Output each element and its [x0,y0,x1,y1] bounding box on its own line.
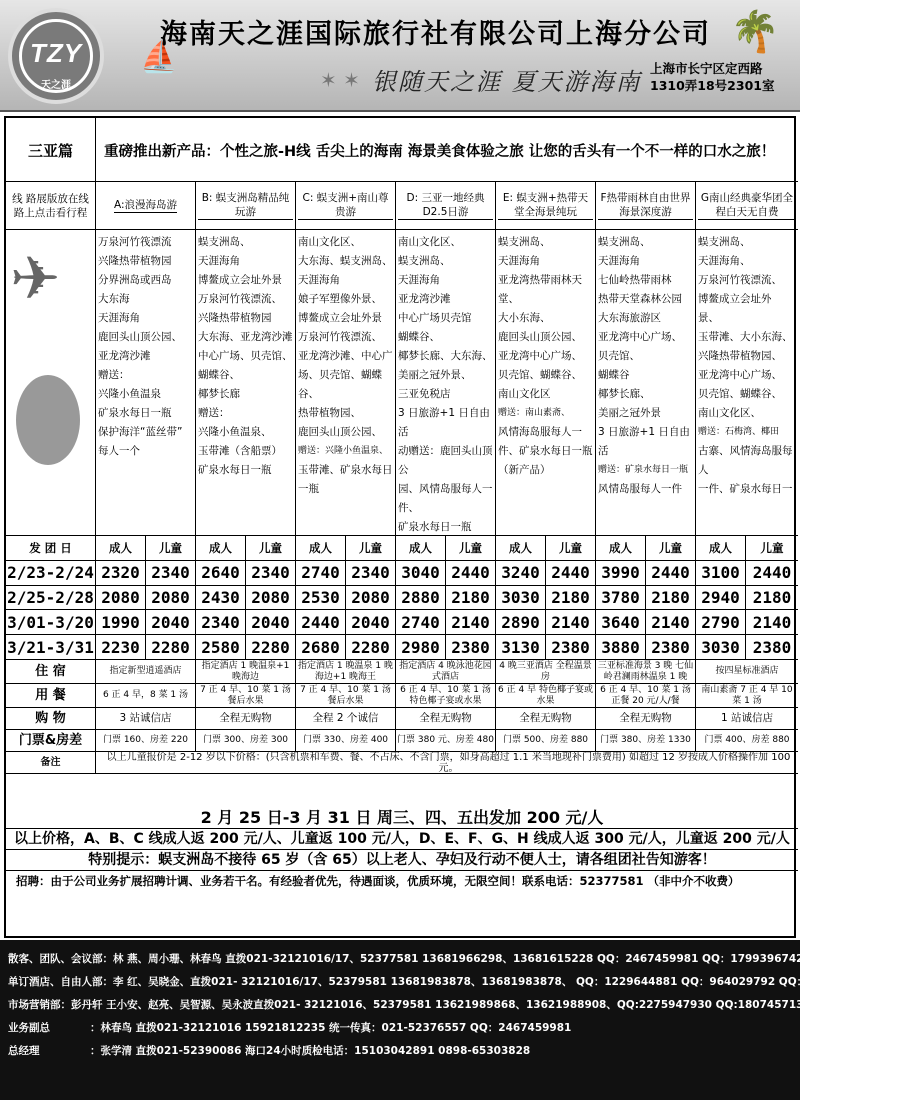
itinerary-item: 兴隆热带植物园、 [698,350,782,362]
adult-header: 成人 [496,536,546,560]
starfish-icon: ✶ ✶ [320,68,360,92]
price-cell: 3990 [596,561,646,585]
price-cell: 2140 [646,610,696,634]
price-cell: 2340 [196,610,246,634]
footer-contact-row [8,1040,792,1063]
child-header: 儿童 [646,536,696,560]
itinerary-item: 鹿回头山顶公园、 [498,331,582,343]
airplane-icon: ✈ [10,244,61,314]
itinerary-item: 赠送：兴隆小鱼温泉、 [298,446,389,456]
itinerary-item: 蜈支洲岛、 [598,236,651,248]
itinerary-item: 美丽之冠外景、 [398,369,472,381]
child-header: 儿童 [546,536,596,560]
itinerary-item: 天涯海角 [398,274,440,286]
itinerary-item: 大东海、亚龙湾沙滩 [198,331,293,343]
recruit-note: 招聘：由于公司业务扩展招聘计调、业务若干名。有经验者优先，待遇面谈，优质环境，无限空间！联系电话：52377581 （非中介不收费） [16,874,740,888]
itinerary-item: 场、贝壳馆、蝴蝶谷、 [298,369,382,400]
price-cell: 2380 [752,638,792,658]
itinerary-item: 景、 [698,312,719,324]
company-name: 海南天之涯国际旅行社有限公司上海分公司 [160,19,711,50]
date-header: 发 团 日 [6,536,96,560]
price-cell: 2940 [696,586,746,610]
itinerary-item: 园、风情岛服每人一件、 [398,483,493,514]
price-cell: 2040 [246,610,296,634]
info-cell: 门票 400、房差 880 [704,735,790,745]
route-link-d[interactable]: D: 三亚一地经典D2.5日游 [396,182,496,229]
itinerary-item: 椰梦长廊 [198,388,240,400]
price-cell: 2440 [646,561,696,585]
itinerary-item: 天涯海角 [98,312,140,324]
itinerary-item: 娘子军塑像外景、 [298,293,382,305]
price-cell: 2440 [546,561,596,585]
price-cell: 2320 [96,561,146,585]
price-cell: 2980 [396,635,446,660]
itinerary-item: 兴隆小鱼温泉、 [198,426,272,438]
itinerary-item: 大东海、蜈支洲岛、 [298,255,393,267]
child-header: 儿童 [146,536,196,560]
itinerary-item: 兴隆热带植物园 [98,255,172,267]
info-cell: 全程无购物 [396,708,496,729]
itinerary-item: 3 日旅游+1 日自由活 [598,426,690,457]
address-line: 1310弄18号2301室 [650,78,775,93]
footer-contact: 林 燕、周小珊、林春鸟 直拨021-32121016/17、52377581 13681966298、13681615228 QQ：2467459981 QQ：1799396742 QQ：2311697370 [113,953,909,965]
adult-header: 成人 [96,536,146,560]
price-row [6,610,798,635]
price-grid [6,536,798,660]
footer-contact: ：张学清 直拨021-52390086 海口24小时质检电话：15103042891 0898-65303828 [90,1045,531,1057]
info-cell: 1 站诚信店 [720,712,774,724]
itinerary-item: 分界洲岛或西岛 [98,274,172,286]
price-cell: 3640 [596,610,646,634]
price-row [6,586,798,611]
footer-dept: 散客、团队、会议部： [8,953,113,965]
itinerary-item: 贝壳馆、 [598,350,640,362]
itinerary-item: 七仙岭热带雨林 [598,274,672,286]
price-cell: 2680 [296,635,346,660]
price-cell: 3040 [396,561,446,585]
itinerary-item: 玉带滩、大小东海、 [698,331,793,343]
info-row [6,684,798,708]
itinerary-item: 天涯海角 [298,274,340,286]
price-cell: 1990 [96,610,146,634]
address [650,60,774,94]
info-cell: 指定酒店 1 晚温泉+1 晚海边 [196,660,296,683]
price-cell: 2280 [146,635,196,660]
itinerary-item: 南山文化区、 [298,236,361,248]
info-cell: 全程 2 个诚信 [296,708,396,729]
info-cell: 南山素斋 7 正 4 早 10 菜 1 汤 [701,684,793,706]
info-row [6,708,798,730]
price-cell: 2280 [246,635,296,660]
itinerary-item: 热带植物园、 [298,407,361,419]
sailboat-icon: ⛵ [140,40,178,75]
itinerary-c [296,230,396,535]
info-cell: 门票 300、房差 300 [196,730,296,751]
itinerary-item: 天涯海角 [498,255,540,267]
itinerary-item: 中心广场贝壳馆 [398,312,472,324]
itinerary-item: 三亚免税店 [398,388,451,400]
info-label: 购 物 [6,708,96,729]
child-header: 儿童 [446,536,496,560]
itinerary-item: 赠送： [198,407,230,419]
child-header: 儿童 [346,536,396,560]
itinerary-item: 赠送： [98,369,130,381]
itinerary-item: 天涯海角、 [698,255,751,267]
logo-subtitle: 天之涯 [41,80,71,91]
itinerary-item: 贝壳馆、蝴蝶谷、 [498,369,582,381]
itinerary-g [696,230,798,535]
route-link-f[interactable]: F热带雨林自由世界海景深度游 [596,182,696,229]
price-cell: 2040 [146,610,196,634]
footer-dept: 总经理 [8,1045,40,1057]
itinerary-item: 亚龙湾中心广场、 [598,331,682,343]
itinerary-item: 亚龙湾热带雨林天 [498,274,582,286]
itinerary-item: 大东海 [98,293,130,305]
price-cell: 2640 [196,561,246,585]
surcharge-note: 2 月 25 日-3 月 31 日 周三、四、五出发加 200 元/人 [6,808,798,829]
departure-date: 2/23-2/24 [6,561,96,585]
info-row [6,752,798,774]
logo-text: TZY [29,38,83,68]
info-cell: 7 正 4 早、10 菜 1 汤 餐后水果 [296,684,396,707]
price-cell: 2880 [396,586,446,610]
footer-contact-row [8,948,909,971]
route-header-row [6,182,798,230]
notes [6,808,798,940]
info-label: 门票&房差 [6,730,96,751]
price-cell: 2740 [296,561,346,585]
itinerary-item: 万泉河竹筏漂流 [98,236,172,248]
itinerary-item: 亚龙湾中心广场、 [698,369,782,381]
info-cell: 全程无购物 [196,708,296,729]
route-link-g[interactable]: G南山经典豪华团全程白天无自费 [696,182,798,229]
itinerary-item: 玉带滩（含船票） [198,445,282,457]
itinerary-item: 中心广场、贝壳馆、 [198,350,293,362]
itinerary-item: 天涯海角 [198,255,240,267]
itinerary-item: 天涯海角 [598,255,640,267]
info-cell: 7 正 4 早、10 菜 1 汤 餐后水果 [196,684,296,707]
itinerary-item: 万泉河竹筏漂流、 [298,331,382,343]
price-cell: 2040 [346,610,396,634]
price-cell: 3880 [596,635,646,660]
price-cell: 2380 [546,635,596,660]
info-cell: 6 正 4 早，8 菜 1 汤 [96,684,196,707]
info-cell: 门票 330、房差 400 [296,730,396,751]
info-cell: 全程无购物 [596,708,696,729]
info-label: 备注 [6,752,96,773]
header-banner [0,0,800,112]
footer-dept: 单订酒店、自由人部： [8,976,113,988]
itinerary-f [596,230,696,535]
price-cell: 2790 [696,610,746,634]
price-cell: 3030 [696,635,746,660]
footer-contact: ：林春鸟 直拨021-32121016 15921812235 统一传真：021-52376557 QQ：2467459981 [90,1022,572,1034]
price-cell: 2230 [96,635,146,660]
price-cell: 2440 [296,610,346,634]
price-cell: 2430 [196,586,246,610]
itinerary-item: 兴隆热带植物园 [198,312,272,324]
itinerary-item: 蝴蝶谷、 [398,331,440,343]
itinerary-item: 椰梦长廊、 [598,388,651,400]
itinerary-item: 鹿回头山顶公园、 [298,426,382,438]
price-cell: 3030 [496,586,546,610]
info-cell: 6 正 4 早、10 菜 1 汤 正餐 20 元/人/餐 [596,684,696,707]
itinerary-item: 博鳌成立会址外景 [198,274,282,286]
itinerary-item: 矿泉水每日一瓶 [198,464,272,476]
itinerary-item: 美丽之冠外景 [598,407,661,419]
itinerary-item: 蝴蝶谷 [598,369,630,381]
child-header: 儿童 [246,536,296,560]
price-cell: 3130 [496,635,546,660]
route-link-a[interactable]: A:浪漫海岛游 [96,182,196,229]
info-cell: 按四星标准酒店 [715,666,779,676]
itinerary-item: 保护海洋“蓝丝带” [98,426,183,438]
price-cell: 2340 [246,561,296,585]
price-cell: 2530 [296,586,346,610]
price-row [6,561,798,586]
itinerary-item: 兴隆小鱼温泉 [98,388,161,400]
departure-date: 2/25-2/28 [6,586,96,610]
itinerary-item: 蜈支洲岛、 [198,236,251,248]
headline: 重磅推出新产品：个性之旅-H线 舌尖上的海南 海景美食体验之旅 让您的舌头有一个不一样的口水之旅！ [104,144,776,160]
departure-date: 3/01-3/20 [6,610,96,634]
price-cell: 2580 [196,635,246,660]
info-cell: 三亚标准海景 3 晚 七仙岭君澜雨林温泉 1 晚 [596,660,696,683]
decor-column [6,230,96,535]
price-cell: 2340 [146,561,196,585]
info-cell: 指定酒店 1 晚温泉 1 晚海边+1 晚海王 [296,660,396,683]
itinerary-item: 矿泉水每日一瓶 [98,407,172,419]
itinerary-item: 万泉河竹筏漂流、 [198,293,282,305]
info-cell: 6 正 4 早、10 菜 1 汤 特色椰子宴或水果 [396,684,496,707]
footer-contact-row [8,971,881,994]
itinerary-item: 大东海旅游区 [598,312,661,324]
price-cell: 2080 [146,586,196,610]
price-cell: 3240 [496,561,546,585]
itinerary-item: 热带天堂森林公园 [598,293,682,305]
company-logo [8,8,104,104]
adult-header: 成人 [196,536,246,560]
section-title: 三亚篇 [6,118,96,182]
itinerary-item: 蜈支洲岛、 [498,236,551,248]
price-cell: 2140 [546,610,596,634]
info-cell: 6 正 4 早 特色椰子宴或水果 [496,684,596,707]
itinerary-item: 赠送：矿泉水每日一瓶 [598,465,689,475]
info-row [6,730,798,752]
info-row [6,660,798,684]
itinerary-item: 亚龙湾沙滩、中心广 [298,350,393,362]
itinerary-item: 堂、 [498,293,519,305]
price-cell: 2180 [546,586,596,610]
price-cell: 2380 [646,635,696,660]
info-cell: 全程无购物 [496,708,596,729]
footer-contact-row [8,1017,792,1040]
itinerary-row [6,230,798,536]
itinerary-e [496,230,596,535]
itinerary-item: 椰梦长廊、大东海、 [398,350,493,362]
price-cell: 3100 [696,561,746,585]
itinerary-item: 一瓶 [298,483,319,495]
info-cell: 3 站诚信店 [96,708,196,729]
itinerary-item: 风情岛服每人一件 [598,483,682,495]
price-cell: 2180 [646,586,696,610]
itinerary-d [396,230,496,535]
price-row [6,635,798,660]
itinerary-item: 动赠送：鹿回头山顶公 [398,445,493,476]
info-label: 用 餐 [6,684,96,707]
price-cell: 2380 [446,635,496,660]
price-table [4,116,796,938]
palm-tree-icon: 🌴 [730,9,780,55]
itinerary-item: 南山文化区、 [698,407,761,419]
price-cell: 2180 [752,587,792,607]
footer-contact: ：彭丹轩 王小安、赵亮、吴智源、吴永波直拨021- 32121016、52379581 13621989868、13621988908、QQ:2275947930 QQ:1807457134、 [60,999,822,1011]
itinerary-item: 亚龙湾中心广场、 [498,350,582,362]
itinerary-b [196,230,296,535]
price-cell: 2180 [446,586,496,610]
adult-header: 成人 [296,536,346,560]
price-cell: 2080 [96,586,146,610]
itinerary-item: 蜈支洲岛、 [698,236,751,248]
itinerary-item: 南山文化区 [498,388,551,400]
departure-date: 3/21-3/31 [6,635,96,660]
itinerary-item: 赠送：南山素斋、 [498,408,571,418]
itinerary-item: 鹿回头山顶公园、 [98,331,182,343]
itinerary-item: 一件、矿泉水每日一 [698,483,793,495]
footer-dept: 业务副总 [8,1022,50,1034]
price-cell: 2440 [752,563,792,583]
price-cell: 2740 [396,610,446,634]
itinerary-item: 玉带滩、矿泉水每日 [298,464,393,476]
adult-header: 成人 [396,536,446,560]
route-header-label: 线 路展版放在线路上点击看行程 [6,182,96,229]
slogan: 银随天之涯 夏天游海南 [372,68,642,96]
itinerary-item: 万泉河竹筏漂流、 [698,274,782,286]
itinerary-item: 古寨、风情海岛服每人 [698,445,793,476]
info-cell: 门票 160、房差 220 [96,730,196,751]
rebate-note: 以上价格，A、B、C 线成人返 200 元/人、儿童返 100 元/人，D、E、F、G、H 线成人返 300 元/人，儿童返 200 元/人 [6,829,798,850]
adult-header: 成人 [696,536,746,560]
price-cell: 2140 [446,610,496,634]
price-cell: 2080 [246,586,296,610]
price-header-row [6,536,798,561]
itinerary-a [96,230,196,535]
itinerary-item: 蝴蝶谷、 [198,369,240,381]
itinerary-item: 件、矿泉水每日一瓶 [498,445,593,457]
itinerary-item: 每人一个 [98,445,140,457]
itinerary-item: 贝壳馆、蝴蝶谷、 [698,388,782,400]
route-link-b[interactable]: B: 蜈支洲岛精品纯玩游 [196,182,296,229]
itinerary-item: 蜈支洲岛、 [398,255,451,267]
child-header: 儿童 [760,540,784,555]
itinerary-item: 3 日旅游+1 日自由活 [398,407,490,438]
adult-header: 成人 [596,536,646,560]
itinerary-item: 赠送：石梅湾、椰田 [698,427,780,437]
itinerary-item: 矿泉水每日一瓶 [398,521,472,533]
title-row [6,118,798,182]
info-cell: 门票 380 元、房差 480 [396,730,496,751]
price-cell: 2440 [446,561,496,585]
warning-note: 特别提示：蜈支洲岛不接待 65 岁（含 65）以上老人、孕妇及行动不便人士，请各组团社告知游客！ [6,850,798,871]
info-cell: 4 晚三亚酒店 全程温景房 [496,660,596,683]
itinerary-item: 南山文化区、 [398,236,461,248]
route-link-e[interactable]: E: 蜈支洲+热带天堂全海景纯玩 [496,182,596,229]
contact-footer [0,940,909,1100]
itinerary-item: 博鳌成立会址外 [698,293,772,305]
price-cell: 2340 [346,561,396,585]
footer-contact: 李 红、吴晓金、直拨021- 32121016/17、52379581 13681983878、13681983878、 QQ：1229644881 QQ：964029792 QQ：1799396742 [113,976,881,988]
info-cell: 门票 380、房差 1330 [596,730,696,751]
globe-icon [16,375,80,465]
price-cell: 2280 [346,635,396,660]
itinerary-item: 大小东海、 [498,312,551,324]
itinerary-item: 风情海岛服每人一 [498,426,582,438]
address-line: 上海市长宁区定西路 [650,61,763,76]
info-label: 住 宿 [6,660,96,683]
itinerary-item: 博鳌成立会址外景 [298,312,382,324]
itinerary-item: （新产品） [498,464,551,476]
itinerary-item: 亚龙湾沙滩 [398,293,451,305]
price-cell: 3780 [596,586,646,610]
route-link-c[interactable]: C: 蜈支洲+南山尊贵游 [296,182,396,229]
price-cell: 2140 [752,612,792,632]
details-grid [6,660,798,790]
footer-dept: 市场营销部 [8,999,61,1011]
price-cell: 2080 [346,586,396,610]
info-cell: 门票 500、房差 880 [496,730,596,751]
itinerary-item: 亚龙湾沙滩 [98,350,151,362]
info-cell: 指定酒店 4 晚泳池花园式酒店 [396,660,496,683]
info-cell: 以上儿童报价是 2-12 岁以下价格：(只含机票和车费、餐、不占床、不含门票，如身高超过 1.1 米当地现补门票费用) 如超过 12 岁按成人价格操作加 100 元。 [106,751,791,774]
price-cell: 2890 [496,610,546,634]
info-cell: 指定新型逍遥酒店 [96,660,196,683]
footer-contact-row [8,994,822,1017]
